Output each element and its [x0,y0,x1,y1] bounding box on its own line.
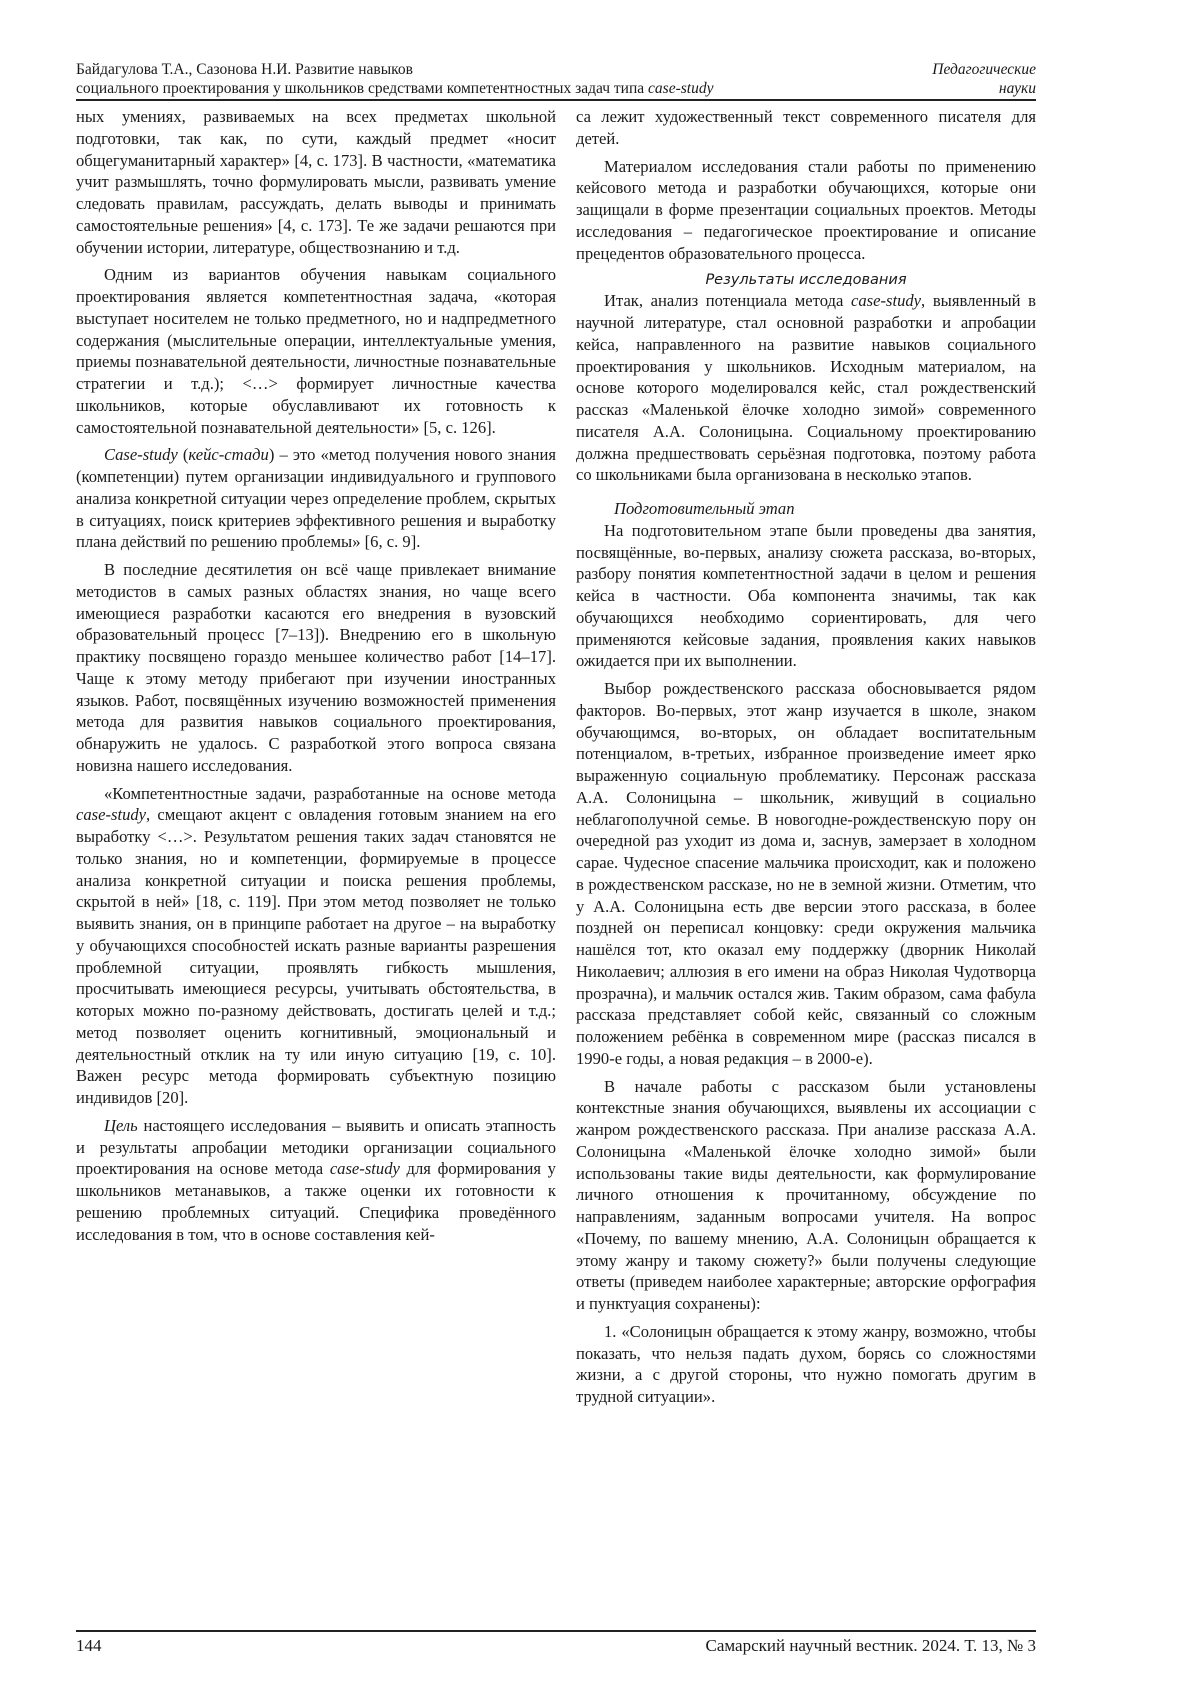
paragraph: Итак, анализ потенциала метода case-study, выявленный в научной литературе, стал основной разработки и апробации кейса, направленного на развитие навыков социального проектирования у школьников. Исходным материалом, на основе которого моделировался кейс, стал рождественский рассказ «Маленькой ёлочке холодно зимой» современного писателя А.А. Солоницына. Социальному проектированию должна предшествовать серьёзная подготовка, поэтому работа со школьниками была организована в несколько этапов. [576,291,1037,485]
paragraph-research-goal: Цель настоящего исследования – выявить и описать этапность и результаты апробации методики организации социального проектирования на основе метода case-study для формирования у школьников метанавыков, а также оценки их готовности к решению проблемных ситуаций. Специфика проведённого исследования в том, что в основе составления кей- [76,1115,556,1244]
paragraph: На подготовительном этапе были проведены два занятия, посвящённые, во-первых, анализу сюжета рассказа, во-вторых, разбору понятия компетентностной задачи в целом и решения кейса в частности. Оба компонента значимы, так как обучающихся необходимо сориентировать, для чего применяются кейсовые задания, проявления каких навыков ожидается при их выполнении. [576,520,1036,671]
paragraph: В последние десятилетия он всё чаще привлекает внимание методистов в самых разных областях знания, но чаще всего имеющиеся разработки касаются его внедрения в вузовский образовательный процесс [7–13]). Внедрению его в школьную практику посвящено гораздо меньшее количество работ [14–17]. Чаще к этому методу прибегают при изучении иностранных языков. Работ, посвящённых изучению возможностей применения метода для развития навыков социального проектирования, обнаружить не удалось. С разработкой этого вопроса связана новизна нашего исследования. [76,560,556,775]
subsection-heading-preparatory-stage: Подготовительный этап [614,499,795,518]
paragraph: «Компетентностные задачи, разработанные на основе метода case-study, смещают акцент с овладения готовым знанием на его выработку <…>. Результатом решения таких задач становятся не только знания, но и компетенции, формируемые в процессе анализа конкретной ситуации и поиска решения проблемы, скрытой в ней» [18, с. 119]. При этом метод позволяет не только выявить знания, он в принципе работает на другое – на выработку у обучающихся способностей искать разные варианты разрешения проблемной ситуации, проявлять гибкость мышления, просчитывать имеющиеся ресурсы, учитывать обстоятельства, в которых можно по-разному действовать, достигать целей и т.д.; метод позволяет оценить когнитивный, эмоциональный и деятельностный отклик на ту или иную ситуацию [19, с. 10]. Важен ресурс метода формировать субъектную позицию индивидов [20]. [76,783,556,1107]
paragraph: Материалом исследования стали работы по применению кейсового метода и разработки обучающихся, которые они защищали в форме презентации социальных проектов. Методы исследования – педагогическое проектирование и описание прецедентов образовательного процесса. [576,156,1036,263]
paragraph-case-study-definition: Case-study (кейс-стади) – это «метод получения нового знания (компетенции) путем организации индивидуального и группового анализа конкретной ситуации через определение проблем, скрытых в ситуациях, поиск критериев эффективного решения и выработку плана действий по решению проблемы» [6, с. 9]. [76,445,556,552]
section-heading-results: Результаты исследования [705,272,907,289]
list-item-answer-1: 1. «Солоницын обращается к этому жанру, возможно, чтобы показать, что нельзя падать духом, борясь со сложностями жизни, а с другой стороны, что нужно помогать другим в трудной ситуации». [576,1321,1036,1406]
paragraph: Выбор рождественского рассказа обосновывается рядом факторов. Во-первых, этот жанр изучается в школе, знаком обучающимся, во-вторых, он обладает воспитательным потенциалом, в-третьих, избранное произведение имеет ярко выраженную социальную проблематику. Персонаж рассказа А.А. Солоницына – школьник, живущий в социально неблагополучной семье. В новогодне-рождественскую пору он очередной раз уходит из дома и, заснув, замерзает в холодном сарае. Чудесное спасение мальчика происходит, как и положено в рождественском рассказе, но не в земной жизни. Отметим, что у А.А. Солоницына есть две версии этого рассказа, в более поздней он переписал концовку: среди окружения мальчика нашёлся тот, кто оказал ему поддержку (дворник Николай Николаевич; аллюзия в его имени на образ Николая Чудотворца прозрачна), и мальчик остался жив. Таким образом, сама фабула рассказа представляет собой кейс, связанный со сложным положением ребёнка в современном мире (рассказ писался в 1990-е годы, а новая редакция – в 2000-е). [576,679,1036,1068]
header-line-1: Байдагулова Т.А., Сазонова Н.И. Развитие навыков [76,61,413,78]
running-header-authors-title [76,60,876,98]
header-section-line-1: Педагогические [932,61,1036,78]
page-footer [76,1630,1036,1658]
page-number: 144 [76,1636,102,1655]
journal-citation: Самарский научный вестник. 2024. Т. 13, № 3 [705,1636,1036,1655]
header-section-line-2: науки [998,80,1036,97]
running-header [76,60,1036,101]
paragraph: ных умениях, развиваемых на всех предметах школьной подготовки, так как, по сути, каждый предмет «носит общегуманитарный характер» [4, с. 173]. В частности, «математика учит размышлять, точно формулировать мысли, развивать умение следовать правилам, рассуждать, делать выводы и принимать самостоятельные решения» [4, с. 173]. Те же задачи решаются при обучении истории, литературе, обществознанию и т.д. [76,107,556,257]
left-column [76,106,556,1245]
paragraph: Одним из вариантов обучения навыкам социального проектирования является компетентностная задача, «которая выступает носителем не только предметного, но и надпредметного содержания (мыслительные операции, интеллектуальные умения, приемы познавательной деятельности, личностные познавательные стратегии и т.д.); <…> формирует личностные качества школьников, которые обуславливают их готовность к самостоятельной познавательной деятельности» [5, с. 126]. [76,265,556,437]
right-column [576,106,1036,1408]
running-header-section [876,60,1036,98]
header-line-2: социального проектирования у школьников средствами компетентностных задач типа case-study [76,80,714,97]
paragraph: В начале работы с рассказом были установлены контекстные знания обучающихся, выявлены их ассоциации с жанром рождественского рассказа. При анализе рассказа А.А. Солоницына «Маленькой ёлочке холодно зимой» были использованы такие виды деятельности, как формулирование личного отношения к прочитанному, обсуждение по направлениям, заданным вопросами учителя. На вопрос «Почему, по вашему мнению, А.А. Солоницын обращается к этому жанру и такому сюжету?» были получены следующие ответы (приведем наиболее характерные; авторские орфография и пунктуация сохранены): [576,1076,1036,1313]
paragraph: са лежит художественный текст современного писателя для детей. [576,107,1036,148]
